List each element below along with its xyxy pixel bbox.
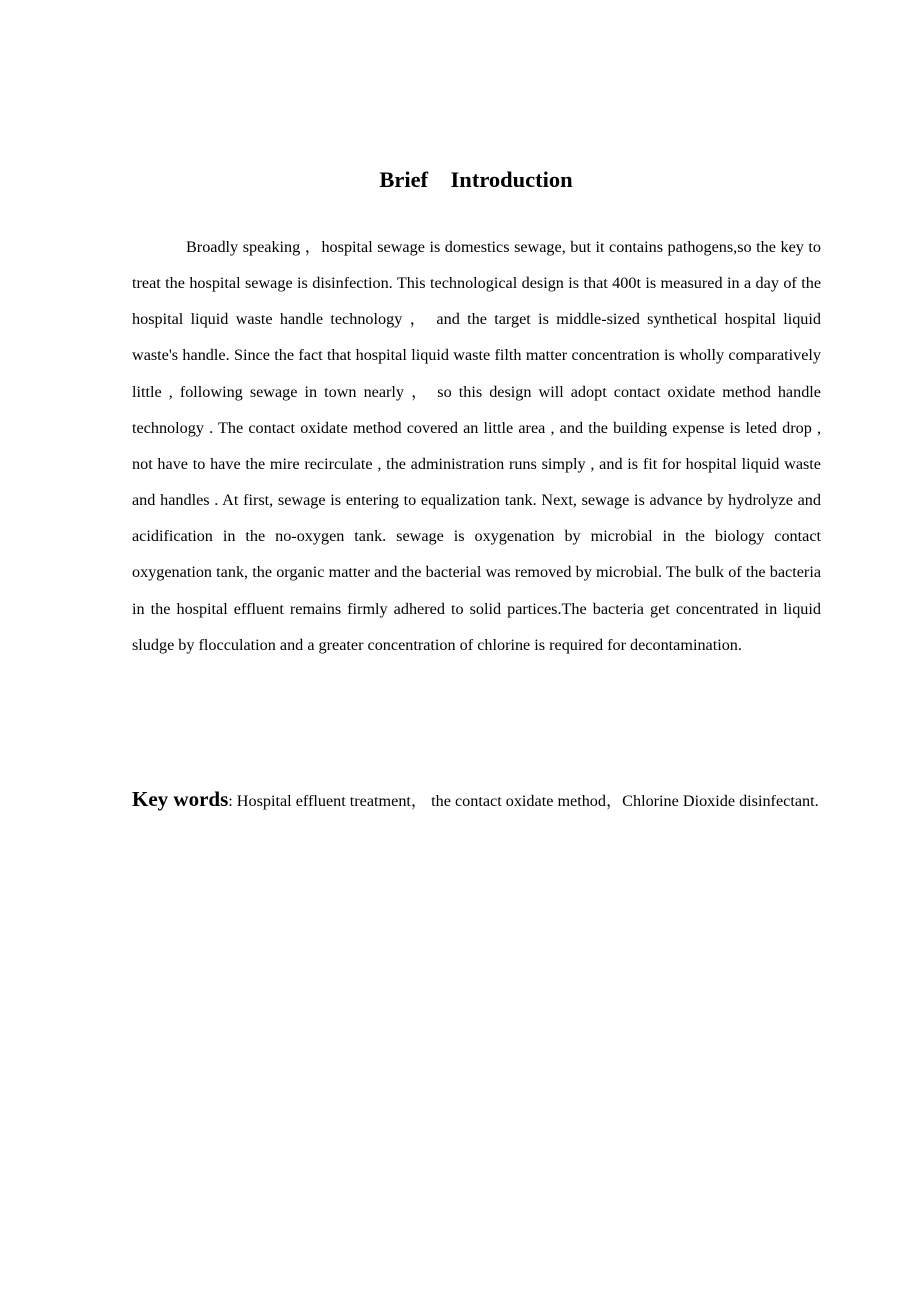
keywords-label: Key words bbox=[132, 787, 229, 811]
abstract-paragraph: Broadly speaking ，hospital sewage is domestics sewage, but it contains pathogens,so the key to treat the hospital sewage is disinfection. This technological design is that 400t is measured in a day of the hospital liquid waste handle technology ， and the target is middle-sized synthetical hospital liquid waste's handle. Since the fact that hospital liquid waste filth matter concentration is wholly comparatively little , following sewage in town nearly ， so this design will adopt contact oxidate method handle technology . The contact oxidate method covered an little area , and the building expense is leted drop , not have to have the mire recirculate , the administration runs simply , and is fit for hospital liquid waste and handles . At first, sewage is entering to equalization tank. Next, sewage is advance by hydrolyze and acidification in the no-oxygen tank. sewage is oxygenation by microbial in the biology contact oxygenation tank, the organic matter and the bacterial was removed by microbial. The bulk of the bacteria in the hospital effluent remains firmly adhered to solid partices.The bacteria get concentrated in liquid sludge by flocculation and a greater concentration of chlorine is required for decontamination. bbox=[132, 238, 821, 654]
keywords-text: Hospital effluent treatment， the contact oxidate method，Chlorine Dioxide disinfectant. bbox=[236, 792, 819, 810]
keywords-separator: : bbox=[228, 792, 237, 810]
document-title: Brief Introduction bbox=[379, 167, 573, 192]
keywords-line bbox=[132, 779, 821, 822]
